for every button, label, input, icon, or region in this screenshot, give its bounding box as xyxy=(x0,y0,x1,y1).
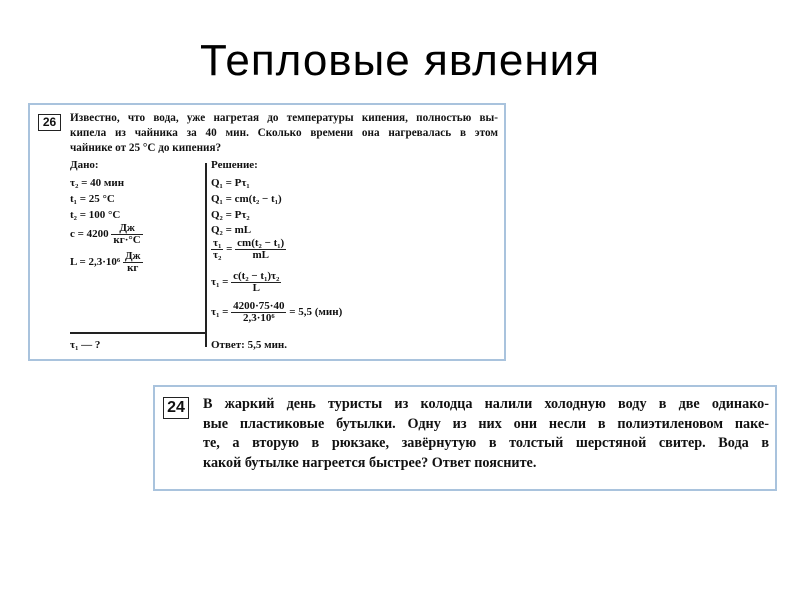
fraction-denominator: 2,3·10⁶ xyxy=(242,312,275,324)
problem-number: 26 xyxy=(38,114,61,131)
numeric-fraction xyxy=(231,301,286,324)
eq6-lhs: τ₁ = xyxy=(211,276,229,289)
given-t1: t₁ = 25 °С xyxy=(70,193,115,205)
given-c xyxy=(70,223,143,246)
statement-line: В жаркий день туристы из колодца налили холодную воду в две одинако- xyxy=(203,396,769,412)
fraction-numerator: Дж xyxy=(111,223,142,235)
fraction-denominator: τ₂ xyxy=(213,249,222,261)
given-L-value: L = 2,3·10⁶ xyxy=(70,256,121,269)
given-c-value: c = 4200 xyxy=(70,228,109,241)
fraction-denominator: L xyxy=(252,282,260,294)
energy-fraction xyxy=(235,238,286,261)
given-label: Дано: xyxy=(70,159,99,171)
problem-statement xyxy=(70,111,498,156)
solution-eq6 xyxy=(211,271,281,294)
given-tau2: τ₂ = 40 мин xyxy=(70,177,125,189)
problem-statement xyxy=(203,395,769,473)
statement-line: те, а вторую в рюкзаке, завёрнутую в толстый шерстяной свитер. Вода в xyxy=(203,435,769,451)
problem-number: 24 xyxy=(163,397,189,419)
fraction-numerator: τ₁ xyxy=(213,237,222,249)
given-L-unit xyxy=(123,251,143,274)
equals-sign: = xyxy=(226,243,233,256)
given-L xyxy=(70,251,143,274)
statement-line: вые пластиковые бутылки. Одну из них они несли в полиэтиленовом паке- xyxy=(203,415,769,432)
formula-fraction xyxy=(231,271,281,294)
ratio-fraction xyxy=(211,238,223,261)
given-c-unit xyxy=(111,223,142,246)
solution-eq2: Q₁ = cm(t₂ − t₁) xyxy=(211,193,282,205)
find-quantity: τ₁ — ? xyxy=(70,339,101,351)
statement-line: Известно, что вода, уже нагретая до температуры кипения, полностью вы- xyxy=(70,112,498,124)
fraction-denominator: кг·°С xyxy=(113,234,141,246)
fraction-denominator: mL xyxy=(252,249,269,261)
statement-line: кипела из чайника за 40 мин. Сколько времени она нагревалась в этом xyxy=(70,127,498,139)
solution-eq3: Q₂ = Pτ₂ xyxy=(211,209,250,221)
solution-eq7 xyxy=(211,301,342,324)
problem-26-card xyxy=(28,103,506,361)
fraction-numerator: Дж xyxy=(124,250,141,262)
solution-eq4: Q₂ = mL xyxy=(211,224,252,236)
statement-line: чайнике от 25 °С до кипения? xyxy=(70,142,222,154)
fraction-numerator: c(t₂ − t₁)τ₂ xyxy=(233,270,280,282)
separator-vertical xyxy=(205,163,207,347)
eq7-result: = 5,5 (мин) xyxy=(289,306,343,319)
separator-horizontal xyxy=(70,332,205,334)
fraction-denominator: кг xyxy=(127,262,139,274)
problem-24-card xyxy=(153,385,777,491)
given-t2: t₂ = 100 °С xyxy=(70,209,121,221)
slide-title: Тепловые явления xyxy=(199,36,601,85)
answer: Ответ: 5,5 мин. xyxy=(211,339,288,351)
solution-eq1: Q₁ = Pτ₁ xyxy=(211,177,250,189)
fraction-numerator: 4200·75·40 xyxy=(233,300,285,312)
solution-label: Решение: xyxy=(211,159,258,171)
fraction-numerator: cm(t₂ − t₁) xyxy=(237,237,285,249)
eq7-lhs: τ₁ = xyxy=(211,306,229,319)
solution-eq5 xyxy=(211,238,286,261)
statement-line: какой бутылке нагреется быстрее? Ответ поясните. xyxy=(203,454,537,471)
